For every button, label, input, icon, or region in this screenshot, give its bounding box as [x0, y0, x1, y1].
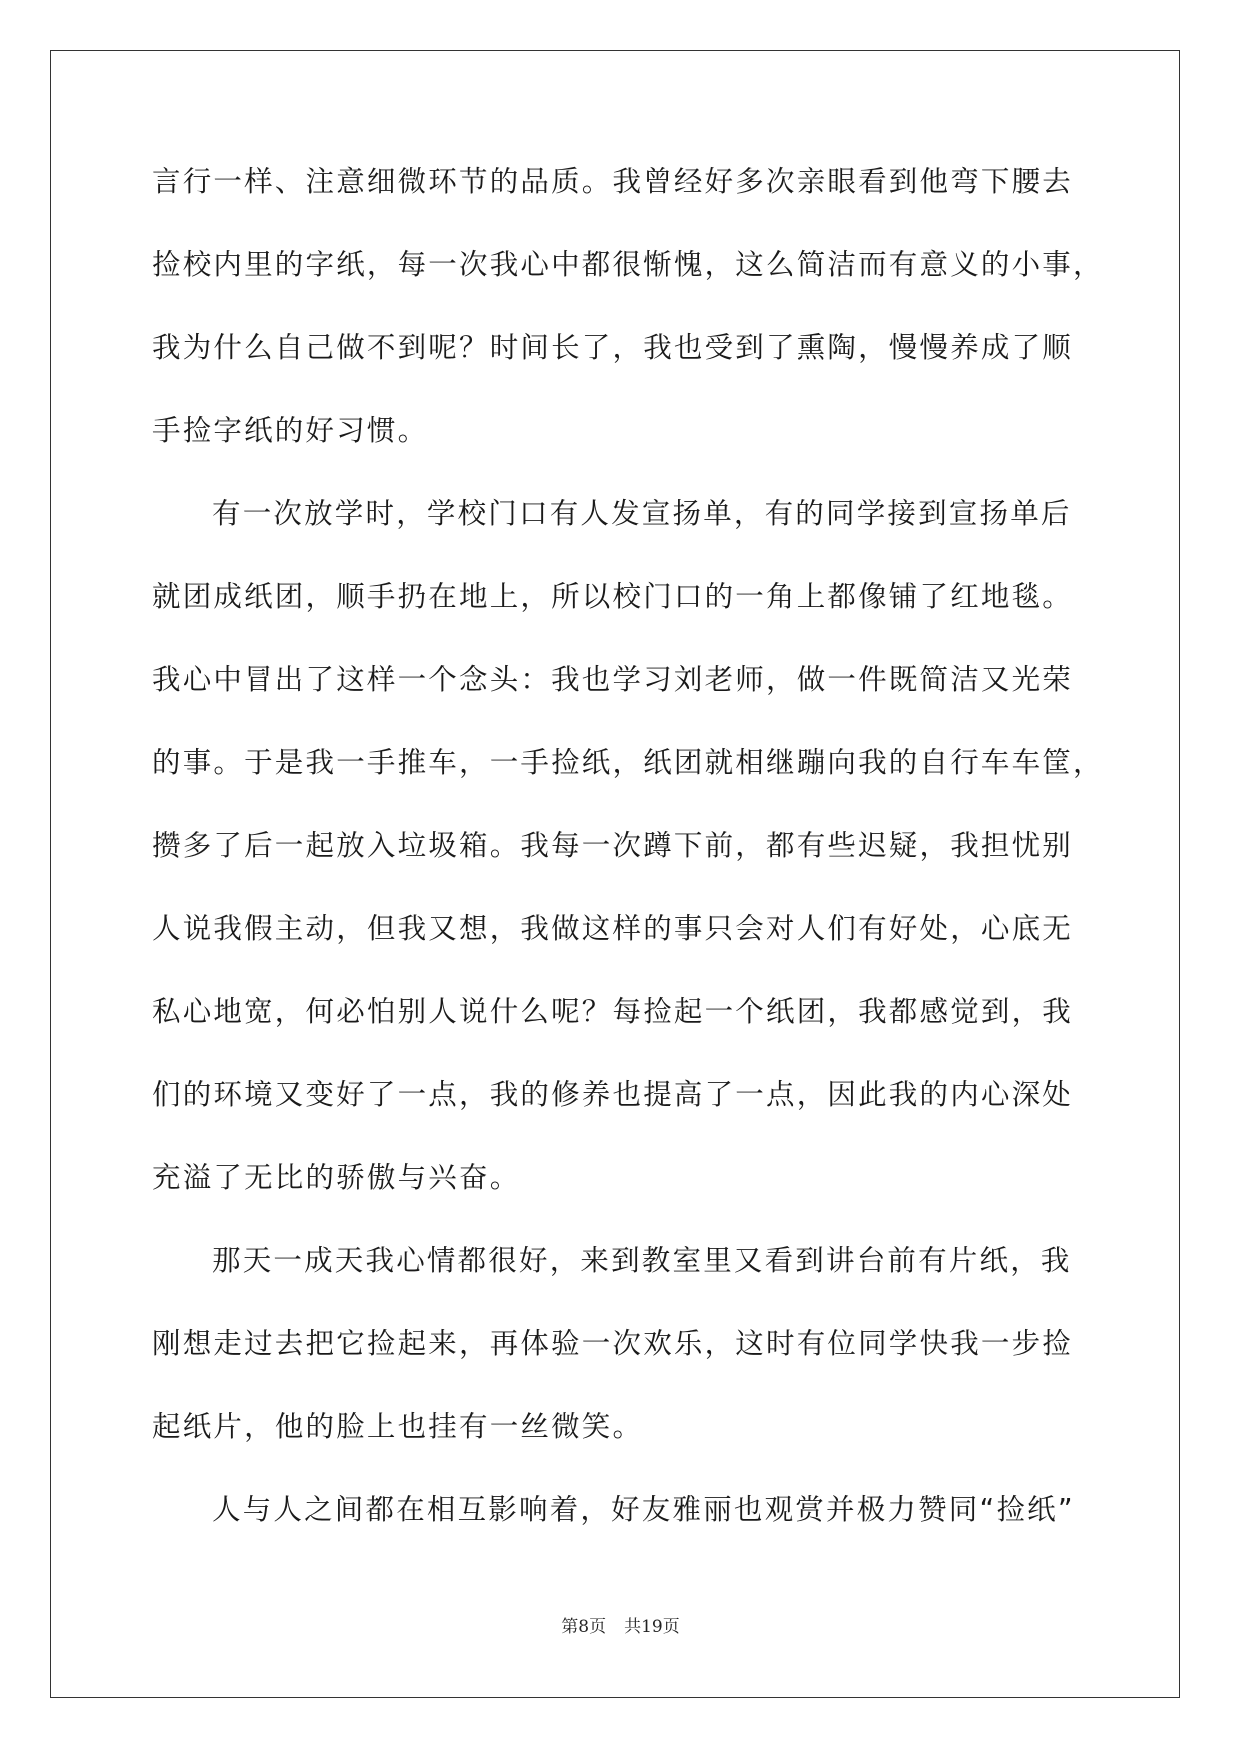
text-line: 起纸片，他的脸上也挂有一丝微笑。	[152, 1410, 644, 1443]
text-line: 言行一样、注意细微环节的品质。我曾经好多次亲眼看到他弯下腰去	[152, 165, 1074, 198]
page-number: 第8页	[561, 1617, 607, 1637]
text-line: 刚想走过去把它捡起来，再体验一次欢乐，这时有位同学快我一步捡	[152, 1327, 1074, 1360]
text-line: 就团成纸团，顺手扔在地上，所以校门口的一角上都像铺了红地毯。	[152, 580, 1074, 613]
text-line: 私心地宽，何必怕别人说什么呢？每捡起一个纸团，我都感觉到，我	[152, 995, 1074, 1028]
paragraph-first-line: 有一次放学时，学校门口有人发宣扬单，有的同学接到宣扬单后	[212, 497, 1072, 530]
text-line: 充溢了无比的骄傲与兴奋。	[152, 1161, 521, 1194]
text-line: 手捡字纸的好习惯。	[152, 414, 429, 447]
text-line: 的事。于是我一手推车，一手捡纸，纸团就相继蹦向我的自行车车筐，	[152, 746, 1104, 779]
page-total: 共19页	[624, 1617, 680, 1637]
text-line: 我心中冒出了这样一个念头：我也学习刘老师，做一件既简洁又光荣	[152, 663, 1074, 696]
text-line: 我为什么自己做不到呢？时间长了，我也受到了熏陶，慢慢养成了顺	[152, 331, 1074, 364]
text-line: 们的环境又变好了一点，我的修养也提高了一点，因此我的内心深处	[152, 1078, 1074, 1111]
text-line: 攒多了后一起放入垃圾箱。我每一次蹲下前，都有些迟疑，我担忧别	[152, 829, 1074, 862]
paragraph-first-line: 人与人之间都在相互影响着，好友雅丽也观赏并极力赞同“捡纸”	[212, 1493, 1075, 1526]
page-footer	[0, 1616, 1241, 1638]
paragraph-first-line: 那天一成天我心情都很好，来到教室里又看到讲台前有片纸，我	[212, 1244, 1072, 1277]
text-line: 捡校内里的字纸，每一次我心中都很惭愧，这么简洁而有意义的小事，	[152, 248, 1104, 281]
page-border	[50, 50, 1180, 1698]
text-line: 人说我假主动，但我又想，我做这样的事只会对人们有好处，心底无	[152, 912, 1074, 945]
